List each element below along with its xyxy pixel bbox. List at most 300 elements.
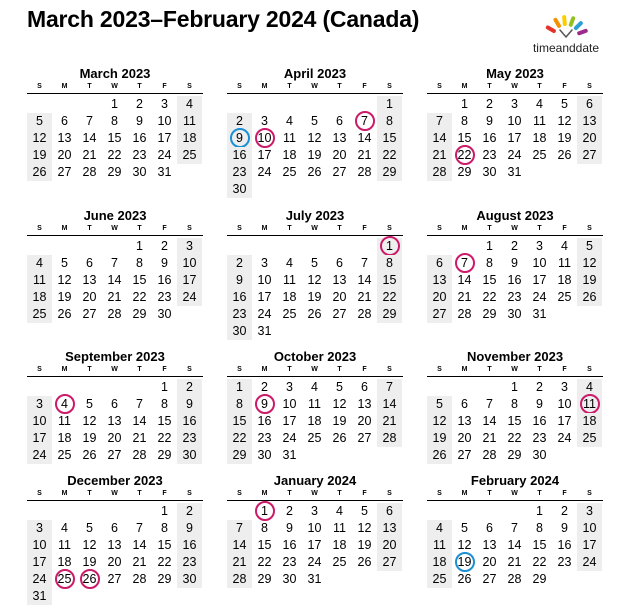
day-cell[interactable]: 5 xyxy=(577,238,602,255)
day-cell[interactable]: 27 xyxy=(482,572,497,586)
day-cell[interactable]: 29 xyxy=(507,448,522,462)
day-cell[interactable]: 14 xyxy=(427,130,452,147)
day-cell[interactable]: 4 xyxy=(61,521,68,535)
day-cell[interactable]: 25 xyxy=(27,306,52,323)
day-cell[interactable]: 22 xyxy=(377,147,402,164)
day-cell[interactable]: 8 xyxy=(136,256,143,270)
day-cell[interactable]: 25 xyxy=(557,290,572,304)
day-cell[interactable]: 25 xyxy=(577,430,602,447)
day-cell[interactable]: 6 xyxy=(577,96,602,113)
day-cell[interactable]: 13 xyxy=(377,520,402,537)
day-cell[interactable]: 21 xyxy=(132,555,147,569)
day-cell[interactable]: 21 xyxy=(357,290,372,304)
day-cell[interactable]: 2 xyxy=(227,113,252,130)
day-cell[interactable]: 15 xyxy=(532,538,547,552)
day-cell[interactable]: 13 xyxy=(457,414,472,428)
day-cell[interactable]: 24 xyxy=(507,148,522,162)
day-cell[interactable]: 10 xyxy=(307,521,322,535)
day-cell[interactable]: 26 xyxy=(307,307,322,321)
day-cell[interactable]: 3 xyxy=(577,503,602,520)
day-cell[interactable]: 21 xyxy=(227,554,252,571)
day-cell[interactable]: 10 xyxy=(282,397,297,411)
day-cell[interactable]: 31 xyxy=(27,588,52,605)
day-cell[interactable]: 8 xyxy=(227,396,252,413)
day-cell[interactable]: 23 xyxy=(532,431,547,445)
holiday-day-cell[interactable]: 11 xyxy=(577,396,602,413)
holiday-day-cell[interactable]: 1 xyxy=(252,503,277,520)
day-cell[interactable]: 13 xyxy=(332,273,347,287)
day-cell[interactable]: 20 xyxy=(482,555,497,569)
day-cell[interactable]: 27 xyxy=(357,431,372,445)
day-cell[interactable]: 20 xyxy=(377,537,402,554)
day-cell[interactable]: 7 xyxy=(511,521,518,535)
day-cell[interactable]: 30 xyxy=(132,165,147,179)
day-cell[interactable]: 29 xyxy=(377,164,402,181)
day-cell[interactable]: 13 xyxy=(427,272,452,289)
day-cell[interactable]: 30 xyxy=(157,307,172,321)
day-cell[interactable]: 23 xyxy=(227,306,252,323)
day-cell[interactable]: 22 xyxy=(157,431,172,445)
day-cell[interactable]: 27 xyxy=(377,554,402,571)
day-cell[interactable]: 9 xyxy=(486,114,493,128)
day-cell[interactable]: 30 xyxy=(282,572,297,586)
day-cell[interactable]: 23 xyxy=(282,555,297,569)
day-cell[interactable]: 3 xyxy=(261,256,268,270)
day-cell[interactable]: 14 xyxy=(357,131,372,145)
day-cell[interactable]: 23 xyxy=(157,290,172,304)
day-cell[interactable]: 27 xyxy=(332,307,347,321)
day-cell[interactable]: 29 xyxy=(227,447,252,464)
day-cell[interactable]: 8 xyxy=(161,521,168,535)
day-cell[interactable]: 5 xyxy=(86,521,93,535)
day-cell[interactable]: 9 xyxy=(227,272,252,289)
day-cell[interactable]: 27 xyxy=(427,306,452,323)
day-cell[interactable]: 18 xyxy=(557,273,572,287)
day-cell[interactable]: 25 xyxy=(57,448,72,462)
day-cell[interactable]: 2 xyxy=(536,380,543,394)
day-cell[interactable]: 3 xyxy=(161,97,168,111)
day-cell[interactable]: 4 xyxy=(311,380,318,394)
day-cell[interactable]: 24 xyxy=(27,447,52,464)
day-cell[interactable]: 28 xyxy=(482,448,497,462)
day-cell[interactable]: 16 xyxy=(227,289,252,306)
day-cell[interactable]: 1 xyxy=(511,380,518,394)
day-cell[interactable]: 29 xyxy=(157,448,172,462)
day-cell[interactable]: 26 xyxy=(577,289,602,306)
day-cell[interactable]: 26 xyxy=(27,164,52,181)
day-cell[interactable]: 8 xyxy=(511,397,518,411)
day-cell[interactable]: 8 xyxy=(161,397,168,411)
day-cell[interactable]: 11 xyxy=(308,397,321,411)
day-cell[interactable]: 28 xyxy=(82,165,97,179)
day-cell[interactable]: 16 xyxy=(532,414,547,428)
day-cell[interactable]: 10 xyxy=(532,256,547,270)
day-cell[interactable]: 25 xyxy=(307,431,322,445)
day-cell[interactable]: 17 xyxy=(157,131,172,145)
holiday-day-cell[interactable]: 7 xyxy=(352,113,377,130)
day-cell[interactable]: 23 xyxy=(132,148,147,162)
day-cell[interactable]: 6 xyxy=(111,397,118,411)
day-cell[interactable]: 28 xyxy=(507,572,522,586)
day-cell[interactable]: 6 xyxy=(427,255,452,272)
day-cell[interactable]: 29 xyxy=(457,165,472,179)
timeanddate-logo[interactable] xyxy=(526,10,606,58)
day-cell[interactable]: 31 xyxy=(532,307,547,321)
holiday-day-cell[interactable]: 10 xyxy=(252,130,277,147)
day-cell[interactable]: 12 xyxy=(332,397,347,411)
day-cell[interactable]: 22 xyxy=(377,289,402,306)
day-cell[interactable]: 6 xyxy=(86,256,93,270)
day-cell[interactable]: 19 xyxy=(27,147,52,164)
day-cell[interactable]: 16 xyxy=(157,273,172,287)
day-cell[interactable]: 18 xyxy=(332,538,347,552)
day-cell[interactable]: 1 xyxy=(136,239,143,253)
day-cell[interactable]: 20 xyxy=(82,290,97,304)
day-cell[interactable]: 20 xyxy=(332,148,347,162)
day-cell[interactable]: 7 xyxy=(111,256,118,270)
day-cell[interactable]: 6 xyxy=(461,397,468,411)
day-cell[interactable]: 6 xyxy=(336,256,343,270)
observance-day-cell[interactable]: 9 xyxy=(227,130,252,147)
day-cell[interactable]: 18 xyxy=(532,131,547,145)
day-cell[interactable]: 6 xyxy=(377,503,402,520)
day-cell[interactable]: 5 xyxy=(427,396,452,413)
day-cell[interactable]: 11 xyxy=(283,273,296,287)
day-cell[interactable]: 21 xyxy=(357,148,372,162)
day-cell[interactable]: 26 xyxy=(427,447,452,464)
day-cell[interactable]: 22 xyxy=(132,290,147,304)
holiday-day-cell[interactable]: 7 xyxy=(452,255,477,272)
day-cell[interactable]: 13 xyxy=(82,273,97,287)
day-cell[interactable]: 27 xyxy=(332,165,347,179)
day-cell[interactable]: 18 xyxy=(177,130,202,147)
day-cell[interactable]: 18 xyxy=(57,431,72,445)
day-cell[interactable]: 11 xyxy=(177,113,202,130)
day-cell[interactable]: 1 xyxy=(486,239,493,253)
day-cell[interactable]: 10 xyxy=(557,397,572,411)
holiday-day-cell[interactable]: 22 xyxy=(452,147,477,164)
day-cell[interactable]: 1 xyxy=(461,97,468,111)
day-cell[interactable]: 26 xyxy=(57,307,72,321)
day-cell[interactable]: 11 xyxy=(58,414,71,428)
day-cell[interactable]: 26 xyxy=(307,165,322,179)
day-cell[interactable]: 6 xyxy=(336,114,343,128)
day-cell[interactable]: 14 xyxy=(227,537,252,554)
day-cell[interactable]: 24 xyxy=(177,289,202,306)
day-cell[interactable]: 15 xyxy=(132,273,147,287)
day-cell[interactable]: 9 xyxy=(136,114,143,128)
day-cell[interactable]: 8 xyxy=(536,521,543,535)
day-cell[interactable]: 28 xyxy=(132,448,147,462)
day-cell[interactable]: 13 xyxy=(107,414,122,428)
day-cell[interactable]: 13 xyxy=(107,538,122,552)
day-cell[interactable]: 18 xyxy=(577,413,602,430)
day-cell[interactable]: 13 xyxy=(332,131,347,145)
day-cell[interactable]: 10 xyxy=(27,537,52,554)
day-cell[interactable]: 4 xyxy=(536,97,543,111)
day-cell[interactable]: 3 xyxy=(561,380,568,394)
day-cell[interactable]: 26 xyxy=(82,448,97,462)
day-cell[interactable]: 17 xyxy=(257,148,272,162)
day-cell[interactable]: 5 xyxy=(361,504,368,518)
day-cell[interactable]: 23 xyxy=(177,554,202,571)
day-cell[interactable]: 4 xyxy=(577,379,602,396)
day-cell[interactable]: 1 xyxy=(161,504,168,518)
day-cell[interactable]: 11 xyxy=(533,114,546,128)
day-cell[interactable]: 23 xyxy=(177,430,202,447)
day-cell[interactable]: 1 xyxy=(536,504,543,518)
day-cell[interactable]: 30 xyxy=(532,448,547,462)
day-cell[interactable]: 23 xyxy=(557,555,572,569)
day-cell[interactable]: 6 xyxy=(361,380,368,394)
day-cell[interactable]: 9 xyxy=(177,520,202,537)
day-cell[interactable]: 26 xyxy=(557,148,572,162)
day-cell[interactable]: 9 xyxy=(177,396,202,413)
day-cell[interactable]: 5 xyxy=(561,97,568,111)
day-cell[interactable]: 20 xyxy=(427,289,452,306)
day-cell[interactable]: 20 xyxy=(577,130,602,147)
day-cell[interactable]: 16 xyxy=(282,538,297,552)
day-cell[interactable]: 4 xyxy=(427,520,452,537)
day-cell[interactable]: 19 xyxy=(357,538,372,552)
day-cell[interactable]: 12 xyxy=(82,538,97,552)
day-cell[interactable]: 30 xyxy=(257,448,272,462)
day-cell[interactable]: 9 xyxy=(286,521,293,535)
day-cell[interactable]: 29 xyxy=(107,165,122,179)
day-cell[interactable]: 15 xyxy=(157,538,172,552)
day-cell[interactable]: 19 xyxy=(307,290,322,304)
day-cell[interactable]: 18 xyxy=(427,554,452,571)
day-cell[interactable]: 29 xyxy=(532,572,547,586)
day-cell[interactable]: 7 xyxy=(86,114,93,128)
day-cell[interactable]: 31 xyxy=(257,324,272,338)
day-cell[interactable]: 22 xyxy=(507,431,522,445)
day-cell[interactable]: 27 xyxy=(107,448,122,462)
day-cell[interactable]: 3 xyxy=(27,396,52,413)
day-cell[interactable]: 11 xyxy=(333,521,346,535)
day-cell[interactable]: 11 xyxy=(427,537,452,554)
day-cell[interactable]: 13 xyxy=(357,397,372,411)
day-cell[interactable]: 18 xyxy=(57,555,72,569)
day-cell[interactable]: 10 xyxy=(27,413,52,430)
day-cell[interactable]: 27 xyxy=(107,572,122,586)
day-cell[interactable]: 28 xyxy=(457,307,472,321)
day-cell[interactable]: 25 xyxy=(177,147,202,164)
day-cell[interactable]: 20 xyxy=(107,431,122,445)
day-cell[interactable]: 10 xyxy=(177,255,202,272)
day-cell[interactable]: 16 xyxy=(257,414,272,428)
day-cell[interactable]: 4 xyxy=(336,504,343,518)
day-cell[interactable]: 16 xyxy=(507,273,522,287)
day-cell[interactable]: 31 xyxy=(507,165,522,179)
day-cell[interactable]: 17 xyxy=(532,273,547,287)
day-cell[interactable]: 25 xyxy=(427,571,452,588)
day-cell[interactable]: 21 xyxy=(427,147,452,164)
day-cell[interactable]: 15 xyxy=(107,131,122,145)
day-cell[interactable]: 29 xyxy=(132,307,147,321)
day-cell[interactable]: 30 xyxy=(177,447,202,464)
day-cell[interactable]: 5 xyxy=(311,256,318,270)
holiday-day-cell[interactable]: 9 xyxy=(252,396,277,413)
day-cell[interactable]: 4 xyxy=(27,255,52,272)
day-cell[interactable]: 24 xyxy=(282,431,297,445)
day-cell[interactable]: 2 xyxy=(511,239,518,253)
holiday-day-cell[interactable]: 1 xyxy=(377,238,402,255)
day-cell[interactable]: 17 xyxy=(507,131,522,145)
day-cell[interactable]: 3 xyxy=(27,520,52,537)
day-cell[interactable]: 31 xyxy=(307,572,322,586)
day-cell[interactable]: 28 xyxy=(427,164,452,181)
day-cell[interactable]: 26 xyxy=(332,431,347,445)
day-cell[interactable]: 12 xyxy=(307,131,322,145)
day-cell[interactable]: 19 xyxy=(307,148,322,162)
day-cell[interactable]: 18 xyxy=(27,289,52,306)
day-cell[interactable]: 8 xyxy=(461,114,468,128)
day-cell[interactable]: 14 xyxy=(357,273,372,287)
day-cell[interactable]: 24 xyxy=(557,431,572,445)
day-cell[interactable]: 28 xyxy=(107,307,122,321)
day-cell[interactable]: 8 xyxy=(261,521,268,535)
day-cell[interactable]: 16 xyxy=(227,147,252,164)
day-cell[interactable]: 3 xyxy=(177,238,202,255)
day-cell[interactable]: 24 xyxy=(157,148,172,162)
day-cell[interactable]: 28 xyxy=(132,572,147,586)
day-cell[interactable]: 27 xyxy=(457,448,472,462)
holiday-day-cell[interactable]: 4 xyxy=(52,396,77,413)
day-cell[interactable]: 7 xyxy=(361,256,368,270)
day-cell[interactable]: 21 xyxy=(132,431,147,445)
day-cell[interactable]: 16 xyxy=(177,537,202,554)
day-cell[interactable]: 14 xyxy=(507,538,522,552)
day-cell[interactable]: 22 xyxy=(257,555,272,569)
day-cell[interactable]: 12 xyxy=(57,273,72,287)
day-cell[interactable]: 1 xyxy=(111,97,118,111)
day-cell[interactable]: 26 xyxy=(357,555,372,569)
day-cell[interactable]: 18 xyxy=(307,414,322,428)
observance-day-cell[interactable]: 19 xyxy=(452,554,477,571)
day-cell[interactable]: 19 xyxy=(557,131,572,145)
day-cell[interactable]: 28 xyxy=(227,571,252,588)
day-cell[interactable]: 15 xyxy=(377,130,402,147)
day-cell[interactable]: 19 xyxy=(82,555,97,569)
day-cell[interactable]: 24 xyxy=(257,165,272,179)
day-cell[interactable]: 23 xyxy=(507,290,522,304)
day-cell[interactable]: 5 xyxy=(27,113,52,130)
day-cell[interactable]: 23 xyxy=(227,164,252,181)
day-cell[interactable]: 9 xyxy=(511,256,518,270)
day-cell[interactable]: 9 xyxy=(161,256,168,270)
day-cell[interactable]: 31 xyxy=(282,448,297,462)
day-cell[interactable]: 10 xyxy=(257,273,272,287)
day-cell[interactable]: 6 xyxy=(486,521,493,535)
day-cell[interactable]: 28 xyxy=(357,165,372,179)
day-cell[interactable]: 10 xyxy=(507,114,522,128)
day-cell[interactable]: 21 xyxy=(377,413,402,430)
day-cell[interactable]: 10 xyxy=(157,114,172,128)
day-cell[interactable]: 16 xyxy=(557,538,572,552)
day-cell[interactable]: 7 xyxy=(427,113,452,130)
day-cell[interactable]: 8 xyxy=(377,255,402,272)
day-cell[interactable]: 29 xyxy=(377,306,402,323)
day-cell[interactable]: 24 xyxy=(257,307,272,321)
day-cell[interactable]: 21 xyxy=(82,148,97,162)
day-cell[interactable]: 28 xyxy=(357,307,372,321)
day-cell[interactable]: 20 xyxy=(332,290,347,304)
day-cell[interactable]: 22 xyxy=(157,555,172,569)
day-cell[interactable]: 4 xyxy=(177,96,202,113)
day-cell[interactable]: 24 xyxy=(532,290,547,304)
day-cell[interactable]: 12 xyxy=(427,413,452,430)
day-cell[interactable]: 12 xyxy=(357,521,372,535)
day-cell[interactable]: 12 xyxy=(82,414,97,428)
day-cell[interactable]: 8 xyxy=(486,256,493,270)
day-cell[interactable]: 13 xyxy=(577,113,602,130)
day-cell[interactable]: 2 xyxy=(177,503,202,520)
day-cell[interactable]: 26 xyxy=(457,572,472,586)
day-cell[interactable]: 7 xyxy=(136,397,143,411)
day-cell[interactable]: 7 xyxy=(136,521,143,535)
day-cell[interactable]: 24 xyxy=(577,554,602,571)
day-cell[interactable]: 19 xyxy=(82,431,97,445)
day-cell[interactable]: 14 xyxy=(82,131,97,145)
day-cell[interactable]: 23 xyxy=(257,431,272,445)
day-cell[interactable]: 6 xyxy=(111,521,118,535)
day-cell[interactable]: 22 xyxy=(107,148,122,162)
day-cell[interactable]: 14 xyxy=(482,414,497,428)
day-cell[interactable]: 17 xyxy=(557,414,572,428)
day-cell[interactable]: 20 xyxy=(357,414,372,428)
day-cell[interactable]: 27 xyxy=(82,307,97,321)
day-cell[interactable]: 5 xyxy=(311,114,318,128)
day-cell[interactable]: 14 xyxy=(132,538,147,552)
day-cell[interactable]: 25 xyxy=(282,165,297,179)
day-cell[interactable]: 23 xyxy=(482,148,497,162)
day-cell[interactable]: 19 xyxy=(427,430,452,447)
day-cell[interactable]: 25 xyxy=(532,148,547,162)
day-cell[interactable]: 4 xyxy=(286,114,293,128)
day-cell[interactable]: 16 xyxy=(132,131,147,145)
day-cell[interactable]: 13 xyxy=(482,538,497,552)
day-cell[interactable]: 9 xyxy=(536,397,543,411)
day-cell[interactable]: 17 xyxy=(307,538,322,552)
day-cell[interactable]: 22 xyxy=(532,555,547,569)
day-cell[interactable]: 17 xyxy=(577,537,602,554)
day-cell[interactable]: 31 xyxy=(157,165,172,179)
day-cell[interactable]: 30 xyxy=(227,323,252,340)
day-cell[interactable]: 28 xyxy=(377,430,402,447)
day-cell[interactable]: 10 xyxy=(577,520,602,537)
day-cell[interactable]: 20 xyxy=(457,431,472,445)
day-cell[interactable]: 1 xyxy=(227,379,252,396)
day-cell[interactable]: 16 xyxy=(177,413,202,430)
day-cell[interactable]: 15 xyxy=(157,414,172,428)
day-cell[interactable]: 11 xyxy=(27,272,52,289)
day-cell[interactable]: 27 xyxy=(577,147,602,164)
day-cell[interactable]: 8 xyxy=(111,114,118,128)
day-cell[interactable]: 19 xyxy=(57,290,72,304)
day-cell[interactable]: 19 xyxy=(332,414,347,428)
day-cell[interactable]: 17 xyxy=(27,554,52,571)
day-cell[interactable]: 24 xyxy=(307,555,322,569)
day-cell[interactable]: 4 xyxy=(561,239,568,253)
day-cell[interactable]: 20 xyxy=(107,555,122,569)
day-cell[interactable]: 7 xyxy=(227,520,252,537)
day-cell[interactable]: 22 xyxy=(482,290,497,304)
day-cell[interactable]: 11 xyxy=(558,256,571,270)
day-cell[interactable]: 11 xyxy=(283,131,296,145)
day-cell[interactable]: 15 xyxy=(482,273,497,287)
day-cell[interactable]: 29 xyxy=(257,572,272,586)
